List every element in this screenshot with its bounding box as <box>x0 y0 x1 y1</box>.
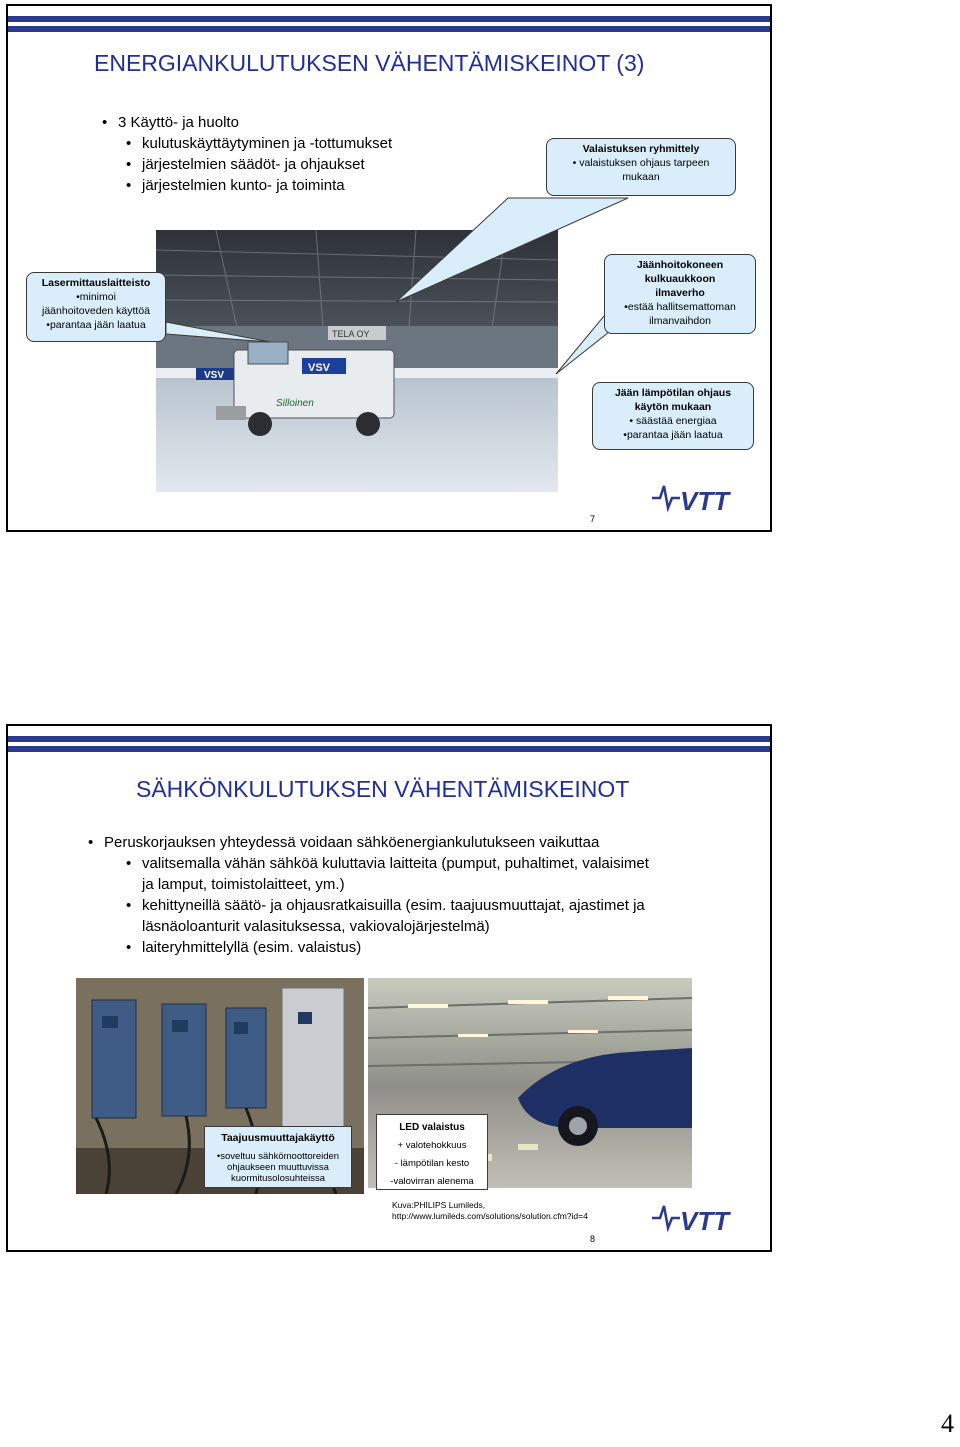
bullet-main: • 3 Käyttö- ja huolto <box>118 112 392 133</box>
callout-laser-measurement: Lasermittauslaitteisto •minimoi jäänhoitoveden käyttöä •parantaa jään laatua <box>26 272 166 342</box>
slide-title: SÄHKÖNKULUTUKSEN VÄHENTÄMISKEINOT <box>136 776 630 802</box>
resurfacer-sign-vsv: VSV <box>308 362 331 374</box>
slide-7 <box>6 4 772 532</box>
slide-header-bar <box>8 726 770 752</box>
svg-text:VTT: VTT <box>680 486 730 514</box>
callout-ice-temperature: Jään lämpötilan ohjaus käytön mukaan • säästää energiaa •parantaa jään laatua <box>592 382 754 450</box>
rink-sign-tela: TELA OY <box>332 329 370 339</box>
slide-title: ENERGIANKULUTUKSEN VÄHENTÄMISKEINOT (3) <box>94 50 645 76</box>
sub-bullet: • järjestelmien säädöt- ja ohjaukset <box>142 154 392 175</box>
svg-text:VTT: VTT <box>680 1206 730 1234</box>
image-source-credit: Kuva:PHILIPS Lumileds, http://www.lumileds.com/solutions/solution.cfm?id=4 <box>392 1200 588 1221</box>
sub-bullet: • järjestelmien kunto- ja toiminta <box>142 175 392 196</box>
slide-8 <box>6 724 772 1252</box>
callout-frequency-converter: Taajuusmuuttajakäyttö •soveltuu sähkömoottoreiden ohjaukseen muuttuvissa kuormitusolosuhteissa <box>204 1126 352 1188</box>
slide-page-number: 8 <box>590 1234 596 1244</box>
sub-bullet: • kulutuskäyttäytyminen ja -tottumukset <box>142 133 392 154</box>
rink-sign-vsv: VSV <box>204 370 225 381</box>
bullet-main: • Peruskorjauksen yhteydessä voidaan sähköenergiankulutukseen vaikuttaa <box>104 832 649 853</box>
callout-led-lighting: LED valaistus + valotehokkuus - lämpötilan kesto -valovirran alenema <box>376 1114 488 1190</box>
vtt-logo <box>650 480 742 514</box>
resurfacer-sign-text: Silloinen <box>276 398 314 409</box>
sub-bullet: • laiteryhmittelyllä (esim. valaistus) <box>142 937 649 958</box>
bullet-list <box>104 832 649 958</box>
slide-page-number: 7 <box>590 514 596 524</box>
sub-bullet: • valitsemalla vähän sähköä kuluttavia laitteita (pumput, puhaltimet, valaisimet ja lamput, toimistolaitteet, ym.) <box>142 853 649 895</box>
callout-lighting-grouping: Valaistuksen ryhmittely • valaistuksen ohjaus tarpeen mukaan <box>546 138 736 196</box>
document-page-number: 4 <box>941 1409 954 1438</box>
vtt-logo <box>650 1200 742 1234</box>
callout-air-curtain: Jäänhoitokoneen kulkuaukkoon ilmaverho •estää hallitsemattoman ilmanvaihdon <box>604 254 756 334</box>
sub-bullet: • kehittyneillä säätö- ja ohjausratkaisuilla (esim. taajuusmuuttajat, ajastimet ja läsnäoloanturit valasituksessa, vakiovalojärjestelmä) <box>142 895 649 937</box>
